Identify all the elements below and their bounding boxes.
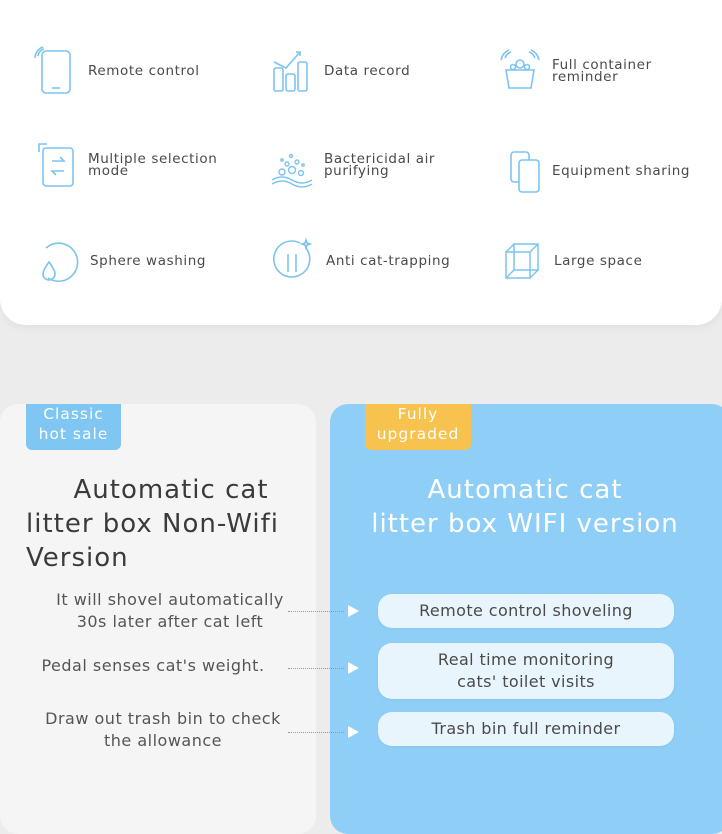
feature-label: Remote control [88,63,200,79]
bar-chart-icon [270,46,314,96]
feature-anti-cat-trapping [272,236,450,286]
title-line: litter box WIFI version [371,509,679,539]
feature-label: Bactericidal air purifying [324,151,436,179]
non-wifi-title [26,473,316,575]
connector-line [288,668,344,669]
wifi-title [345,473,705,541]
water-drop-icon [36,236,80,286]
feature-full-container-reminder [498,46,652,96]
air-bubbles-icon [270,140,314,190]
feature-multiple-selection-mode [34,140,217,190]
wifi-item-remote-shoveling: Remote control shoveling [378,594,674,628]
classic-hot-sale-badge: Classic hot sale [26,404,121,450]
title-line: litter box Non-Wifi [26,509,279,539]
feature-bactericidal-air-purifying [270,140,435,190]
feature-label: Multiple selection mode [88,151,218,179]
feature-label: Large space [554,253,643,269]
feature-remote-control [34,46,200,96]
feature-sphere-washing [36,236,206,286]
shield-bars-icon [272,236,316,286]
non-wifi-item-shovel: It will shovel automatically 30s later after cat left [56,590,284,631]
feature-label: Full container reminder [552,57,652,85]
feature-label: Anti cat-trapping [326,253,451,269]
non-wifi-item-trash-bin: Draw out trash bin to check the allowance [45,709,281,750]
feature-data-record [270,46,410,96]
arrow-right-icon [348,726,359,738]
devices-share-icon [508,146,542,196]
fully-upgraded-badge: Fully upgraded [365,404,471,450]
arrow-right-icon [348,662,359,674]
title-line: Version [26,543,129,573]
cube-icon [500,236,544,286]
switch-arrows-icon [34,140,78,190]
feature-large-space [500,236,642,286]
non-wifi-item-pedal: Pedal senses cat's weight. [41,656,265,675]
wifi-item-monitoring: Real time monitoring cats' toilet visits [378,643,674,699]
feature-label: Sphere washing [90,253,207,269]
connector-line [288,611,344,612]
full-bin-wifi-icon [498,46,542,96]
title-line: Automatic cat [427,475,623,505]
feature-equipment-sharing [508,146,690,196]
connector-line [288,732,344,733]
title-line: Automatic cat [73,475,269,505]
wifi-item-bin-reminder: Trash bin full reminder [378,712,674,746]
arrow-right-icon [348,605,359,617]
feature-label: Equipment sharing [552,163,691,179]
feature-label: Data record [324,63,411,79]
phone-wifi-icon [34,46,78,96]
